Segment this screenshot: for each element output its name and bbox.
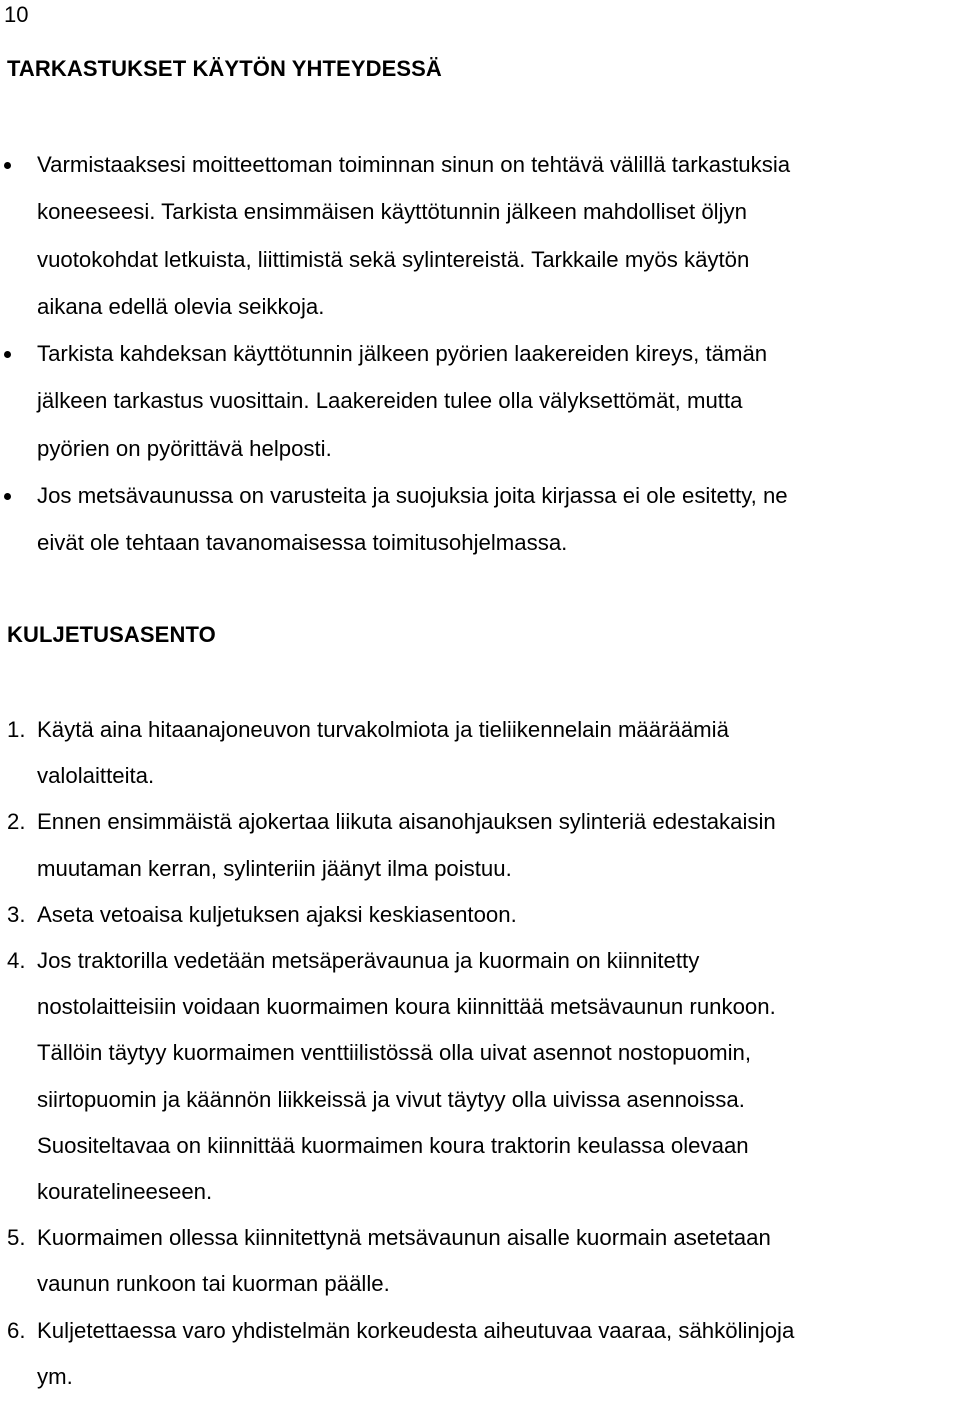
item-number: 1.	[7, 717, 26, 742]
bullet-text-line: Jos metsävaunussa on varusteita ja suojuksia joita kirjassa ei ole esitetty, ne	[37, 483, 788, 509]
bullet-text-line: eivät ole tehtaan tavanomaisessa toimitusohjelmassa.	[37, 530, 568, 556]
item-text-line: Kuljetettaessa varo yhdistelmän korkeudesta aiheutuvaa vaaraa, sähkölinjoja	[37, 1317, 795, 1343]
bullet-dot-icon	[4, 351, 11, 358]
numbered-item	[0, 707, 960, 799]
item-text-line: siirtopuomin ja käännön liikkeissä ja vivut täytyy olla uivissa asennoissa.	[37, 1086, 745, 1112]
item-text-line: Aseta vetoaisa kuljetuksen ajaksi keskiasentoon.	[37, 901, 517, 927]
section-heading-transport: KULJETUSASENTO	[7, 622, 216, 647]
bullet-text-line: jälkeen tarkastus vuosittain. Laakereiden tulee olla välyksettömät, mutta	[37, 388, 743, 414]
item-text-line: Suositeltavaa on kiinnittää kuormaimen koura traktorin keulassa olevaan	[37, 1132, 749, 1158]
item-number: 6.	[7, 1317, 26, 1343]
numbered-item	[0, 1215, 960, 1307]
item-text-line: Jos traktorilla vedetään metsäperävaunua ja kuormain on kiinnitetty	[37, 948, 700, 974]
bullet-item	[0, 472, 960, 567]
item-text-line: valolaitteita.	[37, 763, 155, 789]
bullet-dot-icon	[4, 493, 11, 500]
numbered-item	[0, 892, 960, 938]
numbered-item	[0, 938, 960, 1215]
item-text-line: ym.	[37, 1363, 73, 1389]
bullet-text-line: Tarkista kahdeksan käyttötunnin jälkeen pyörien laakereiden kireys, tämän	[37, 341, 768, 367]
item-text-line: nostolaitteisiin voidaan kuormaimen koura kiinnittää metsävaunun runkoon.	[37, 994, 776, 1020]
bullet-item	[0, 330, 960, 472]
numbered-item	[0, 799, 960, 891]
bullet-text-line: aikana edellä olevia seikkoja.	[37, 293, 325, 319]
bullet-item	[0, 141, 960, 330]
item-number: 3.	[7, 901, 26, 927]
inspections-bullet-list	[0, 141, 960, 567]
bullet-text-line: Varmistaaksesi moitteettoman toiminnan sinun on tehtävä välillä tarkastuksia	[37, 152, 791, 177]
item-text-line: Tällöin täytyy kuormaimen venttiilistössä olla uivat asennot nostopuomin,	[37, 1040, 752, 1066]
item-number: 2.	[7, 809, 26, 835]
item-text-line: Kuormaimen ollessa kiinnitettynä metsävaunun aisalle kuormain asetetaan	[37, 1225, 771, 1251]
numbered-item	[0, 1308, 960, 1400]
item-text-line: vaunun runkoon tai kuorman päälle.	[37, 1271, 390, 1297]
item-text-line: Ennen ensimmäistä ajokertaa liikuta aisanohjauksen sylinteriä edestakaisin	[37, 809, 776, 835]
bullet-text-line: koneeseesi. Tarkista ensimmäisen käyttötunnin jälkeen mahdolliset öljyn	[37, 199, 747, 225]
item-text-line: muutaman kerran, sylinteriin jäänyt ilma poistuu.	[37, 855, 512, 881]
page-number: 10	[4, 2, 29, 27]
item-text-line: Käytä aina hitaanajoneuvon turvakolmiota ja tieliikennelain määräämiä	[37, 717, 729, 742]
section-heading-inspections: TARKASTUKSET KÄYTÖN YHTEYDESSÄ	[7, 56, 442, 81]
bullet-text-line: pyörien on pyörittävä helposti.	[37, 435, 332, 461]
item-text-line: kouratelineeseen.	[37, 1179, 213, 1205]
bullet-text-line: vuotokohdat letkuista, liittimistä sekä sylintereistä. Tarkkaile myös käytön	[37, 246, 750, 272]
item-number: 4.	[7, 948, 26, 974]
item-number: 5.	[7, 1225, 26, 1251]
transport-numbered-list	[0, 707, 960, 1400]
bullet-dot-icon	[4, 162, 11, 169]
